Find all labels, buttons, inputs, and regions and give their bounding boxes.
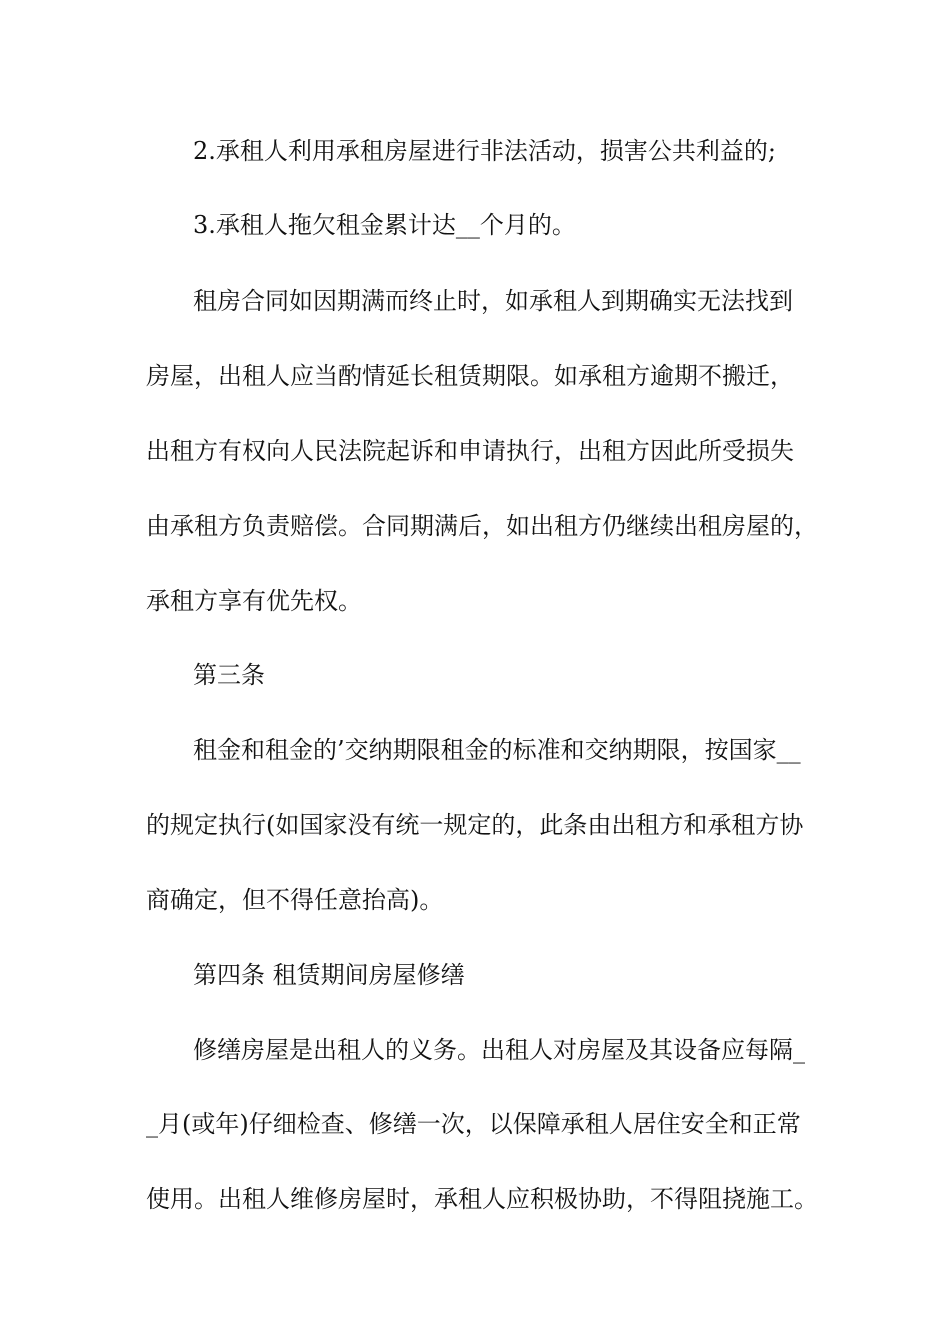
paragraph-line: _月(或年)仔细检查、修缮一次，以保障承租人居住安全和正常: [146, 1110, 801, 1138]
paragraph-line: 使用。出租人维修房屋时，承租人应积极协助，不得阻挠施工。: [146, 1185, 818, 1213]
paragraph-line: 房屋，出租人应当酌情延长租赁期限。如承租方逾期不搬迁，: [146, 362, 794, 390]
paragraph-line: 的规定执行(如国家没有统一规定的，此条由出租方和承租方协: [146, 811, 804, 839]
clause-item-3: 3.承租人拖欠租金累计达__个月的。: [193, 211, 576, 239]
clause-item-2: 2.承租人利用承租房屋进行非法活动，损害公共利益的;: [193, 137, 776, 165]
paragraph-line: 租房合同如因期满而终止时，如承租人到期确实无法找到: [193, 287, 793, 315]
paragraph-line: 租金和租金的’交纳期限租金的标准和交纳期限，按国家__: [193, 736, 801, 764]
paragraph-line: 出租方有权向人民法院起诉和申请执行，出租方因此所受损失: [146, 437, 794, 465]
paragraph-line: 商确定，但不得任意抬高)。: [146, 886, 444, 914]
paragraph-line: 由承租方负责赔偿。合同期满后，如出租方仍继续出租房屋的，: [146, 512, 818, 540]
section-heading-article-3: 第三条: [193, 661, 265, 689]
paragraph-line: 修缮房屋是出租人的义务。出租人对房屋及其设备应每隔_: [193, 1036, 805, 1064]
paragraph-line: 承租方享有优先权。: [146, 587, 362, 615]
section-heading-article-4: 第四条 租赁期间房屋修缮: [193, 961, 465, 989]
